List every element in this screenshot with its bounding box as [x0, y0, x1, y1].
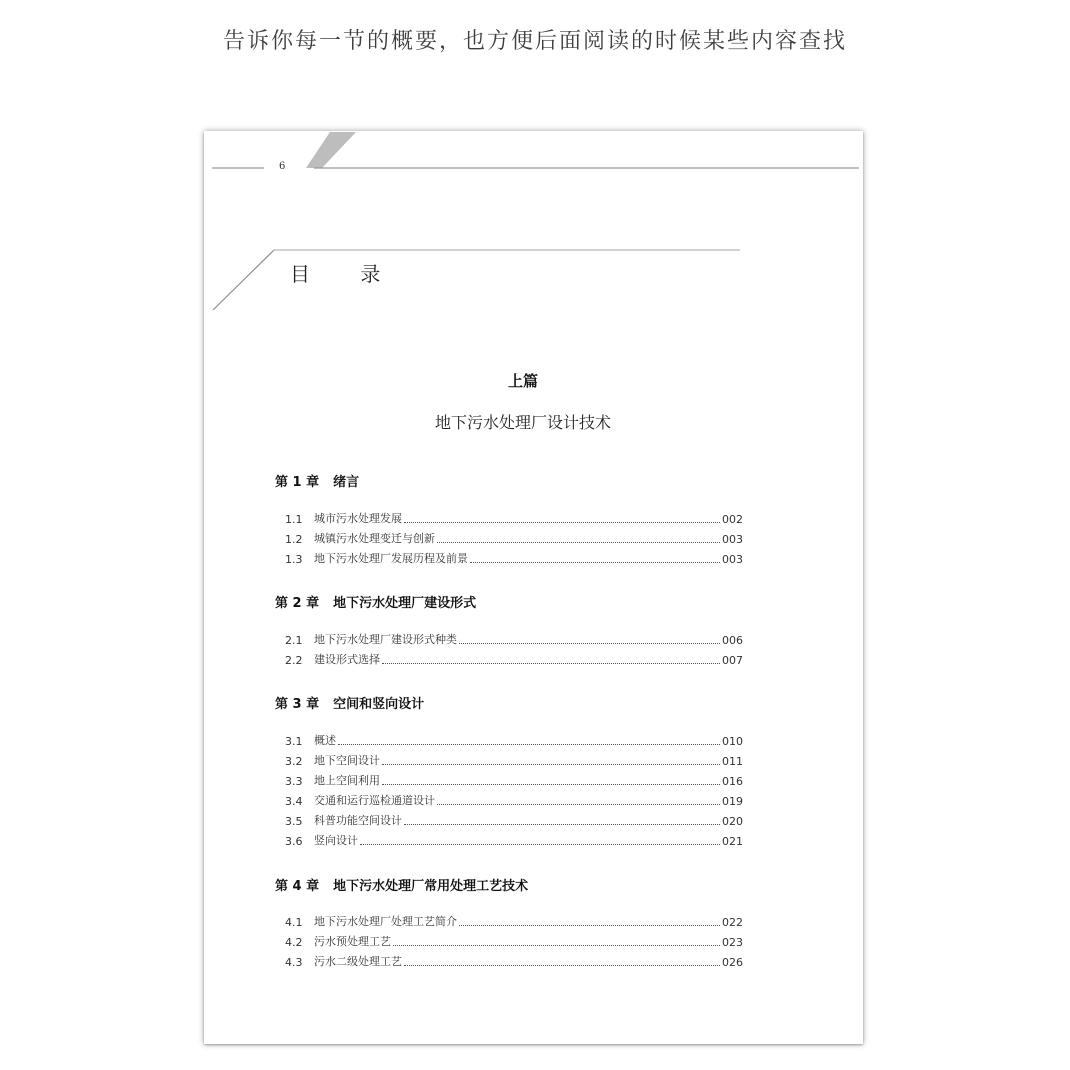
section-page: 021 — [722, 835, 743, 848]
dot-leader — [404, 965, 720, 966]
chapter-title: 空间和竖向设计 — [333, 697, 425, 712]
chapter-title: 地下污水处理厂常用处理工艺技术 — [333, 879, 529, 894]
dot-leader — [437, 542, 720, 543]
section-title: 污水预处理工艺 — [314, 935, 391, 948]
chapter-number: 第 2 章 — [275, 596, 320, 611]
dot-leader — [382, 784, 720, 785]
section-page: 006 — [722, 634, 743, 647]
toc-entry — [285, 955, 743, 969]
chapter-heading — [275, 875, 528, 894]
section-page: 003 — [722, 553, 743, 566]
section-number: 4.2 — [285, 936, 303, 949]
toc-entry — [285, 653, 743, 667]
toc-entry — [285, 754, 743, 768]
section-title: 地下污水处理厂发展历程及前景 — [314, 552, 468, 565]
section-number: 3.6 — [285, 835, 303, 848]
section-title: 城市污水处理发展 — [314, 512, 402, 525]
dot-leader — [459, 643, 720, 644]
section-number: 3.1 — [285, 735, 303, 748]
toc-entry — [285, 834, 743, 848]
toc-entry — [285, 915, 743, 929]
section-number: 3.3 — [285, 775, 303, 788]
chapter-number: 第 3 章 — [275, 697, 320, 712]
section-page: 002 — [722, 513, 743, 526]
chapter-title: 地下污水处理厂建设形式 — [333, 596, 477, 611]
chapter-heading — [275, 592, 476, 611]
section-page: 019 — [722, 795, 743, 808]
section-page: 011 — [722, 755, 743, 768]
section-title: 概述 — [314, 734, 336, 747]
section-title: 地下污水处理厂建设形式种类 — [314, 633, 457, 646]
page-number: 6 — [279, 161, 286, 172]
book-page — [204, 131, 863, 1044]
toc-entry — [285, 552, 743, 566]
section-number: 3.5 — [285, 815, 303, 828]
chapter-number: 第 4 章 — [275, 879, 320, 894]
section-title: 竖向设计 — [314, 834, 358, 847]
toc-title: 目 录 — [290, 262, 403, 286]
section-title: 科普功能空间设计 — [314, 814, 402, 827]
toc-entry — [285, 532, 743, 546]
section-page: 020 — [722, 815, 743, 828]
dot-leader — [338, 744, 720, 745]
section-number: 4.3 — [285, 956, 303, 969]
section-title: 污水二级处理工艺 — [314, 955, 402, 968]
dot-leader — [470, 562, 720, 563]
toc-entry — [285, 774, 743, 788]
section-title: 建设形式选择 — [314, 653, 380, 666]
section-page: 022 — [722, 916, 743, 929]
section-page: 007 — [722, 654, 743, 667]
section-title: 地下空间设计 — [314, 754, 380, 767]
part-title: 地下污水处理厂设计技术 — [434, 413, 611, 432]
toc-entry — [285, 512, 743, 526]
dot-leader — [382, 764, 720, 765]
dot-leader — [393, 945, 720, 946]
toc-entry — [285, 814, 743, 828]
section-title: 地下污水处理厂处理工艺简介 — [314, 915, 457, 928]
section-number: 3.4 — [285, 795, 303, 808]
section-number: 1.2 — [285, 533, 303, 546]
chapter-number: 第 1 章 — [275, 475, 320, 490]
dot-leader — [382, 663, 720, 664]
toc-entry — [285, 794, 743, 808]
section-page: 003 — [722, 533, 743, 546]
part-label: 上篇 — [507, 372, 538, 390]
dot-leader — [404, 824, 720, 825]
section-number: 3.2 — [285, 755, 303, 768]
section-number: 2.2 — [285, 654, 303, 667]
section-number: 1.3 — [285, 553, 303, 566]
section-number: 1.1 — [285, 513, 303, 526]
toc-entry — [285, 935, 743, 949]
section-page: 026 — [722, 956, 743, 969]
chapter-heading — [275, 471, 359, 490]
section-title: 交通和运行巡检通道设计 — [314, 794, 435, 807]
dot-leader — [459, 925, 720, 926]
dot-leader — [360, 844, 720, 845]
section-title: 城镇污水处理变迁与创新 — [314, 532, 435, 545]
page-decoration — [204, 131, 863, 331]
header-slant-tab — [306, 132, 356, 168]
caption-text: 告诉你每一节的概要，也方便后面阅读的时候某些内容查找 — [222, 29, 847, 54]
section-number: 4.1 — [285, 916, 303, 929]
section-title: 地上空间利用 — [314, 774, 380, 787]
section-page: 023 — [722, 936, 743, 949]
chapter-title: 绪言 — [333, 475, 360, 490]
chapter-heading — [275, 693, 424, 712]
dot-leader — [437, 804, 720, 805]
toc-entry — [285, 633, 743, 647]
section-number: 2.1 — [285, 634, 303, 647]
toc-entry — [285, 734, 743, 748]
section-page: 010 — [722, 735, 743, 748]
toc-title-slash — [213, 250, 274, 310]
dot-leader — [404, 522, 720, 523]
section-page: 016 — [722, 775, 743, 788]
